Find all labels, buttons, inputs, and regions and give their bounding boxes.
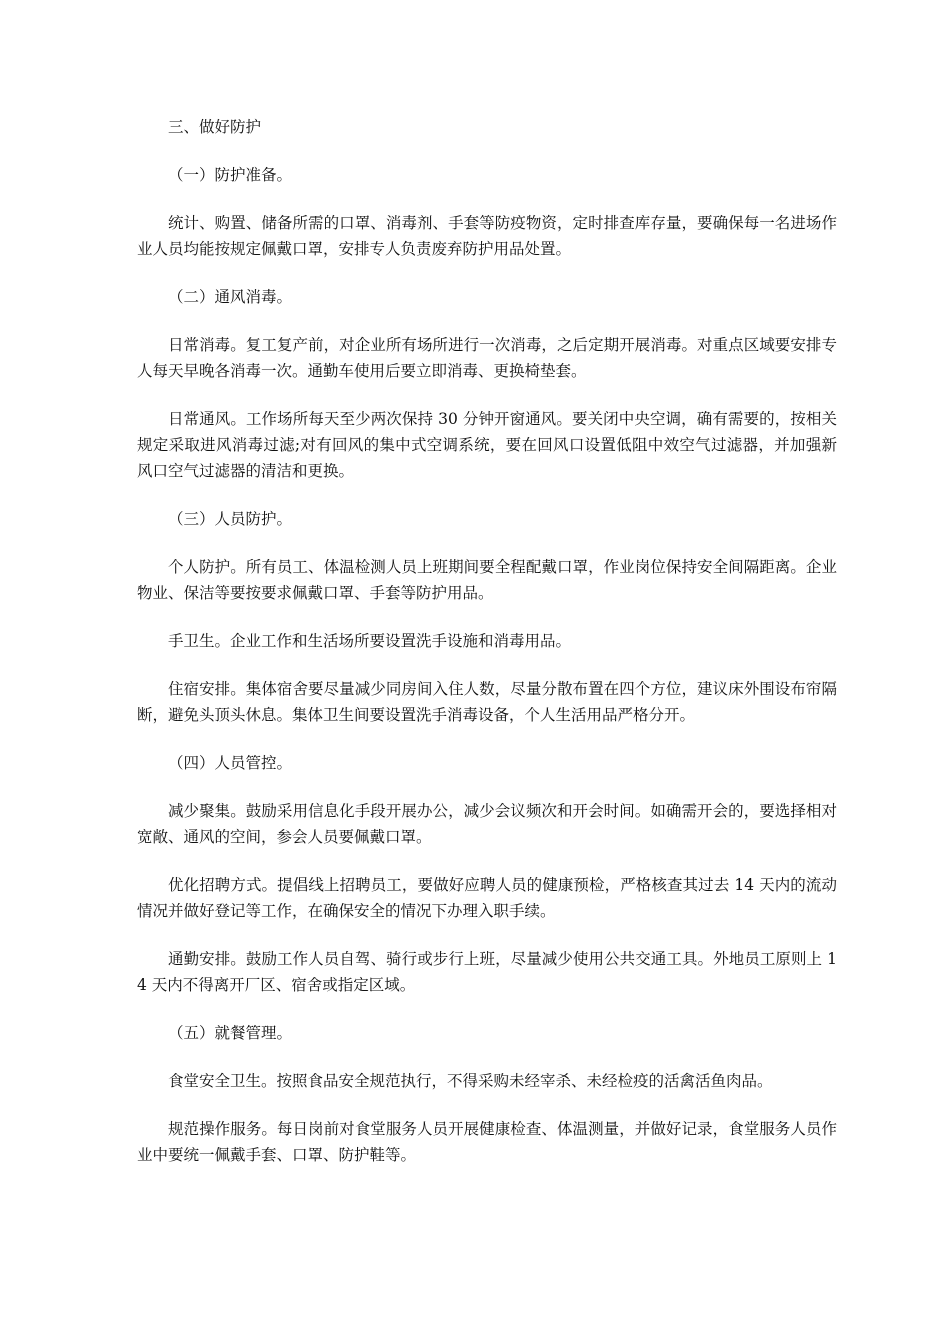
body-paragraph: 规范操作服务。每日岗前对食堂服务人员开展健康检查、体温测量，并做好记录，食堂服务人员作业中要统一佩戴手套、口罩、防护鞋等。 <box>137 1120 837 1164</box>
subsection-heading: （五）就餐管理。 <box>168 1024 293 1042</box>
body-paragraph: 优化招聘方式。提倡线上招聘员工，要做好应聘人员的健康预检，严格核查其过去 14 天内的流动情况并做好登记等工作，在确保安全的情况下办理入职手续。 <box>137 876 837 920</box>
body-paragraph: 减少聚集。鼓励采用信息化手段开展办公，减少会议频次和开会时间。如确需开会的，要选择相对宽敞、通风的空间，参会人员要佩戴口罩。 <box>137 802 837 846</box>
section-heading: 三、做好防护 <box>168 118 262 136</box>
subsection-heading: （二）通风消毒。 <box>168 288 293 306</box>
body-paragraph: 个人防护。所有员工、体温检测人员上班期间要全程配戴口罩，作业岗位保持安全间隔距离。企业物业、保洁等要按要求佩戴口罩、手套等防护用品。 <box>137 558 837 602</box>
body-paragraph: 食堂安全卫生。按照食品安全规范执行，不得采购未经宰杀、未经检疫的活禽活鱼肉品。 <box>168 1072 773 1090</box>
subsection-heading: （三）人员防护。 <box>168 510 293 528</box>
body-paragraph: 日常消毒。复工复产前，对企业所有场所进行一次消毒，之后定期开展消毒。对重点区域要安排专人每天早晚各消毒一次。通勤车使用后要立即消毒、更换椅垫套。 <box>137 336 837 380</box>
body-paragraph: 日常通风。工作场所每天至少两次保持 30 分钟开窗通风。要关闭中央空调，确有需要的，按相关规定采取进风消毒过滤;对有回风的集中式空调系统，要在回风口设置低阻中效空气过滤器，并加强新风口空气过滤器的清洁和更换。 <box>137 410 837 480</box>
body-paragraph: 通勤安排。鼓励工作人员自驾、骑行或步行上班，尽量减少使用公共交通工具。外地员工原则上 14 天内不得离开厂区、宿舍或指定区域。 <box>137 950 837 994</box>
body-paragraph: 住宿安排。集体宿舍要尽量减少同房间入住人数，尽量分散布置在四个方位，建议床外围设布帘隔断，避免头顶头休息。集体卫生间要设置洗手消毒设备，个人生活用品严格分开。 <box>137 680 837 724</box>
document-body <box>137 114 837 1190</box>
subsection-heading: （一）防护准备。 <box>168 166 293 184</box>
body-paragraph: 统计、购置、储备所需的口罩、消毒剂、手套等防疫物资，定时排查库存量，要确保每一名进场作业人员均能按规定佩戴口罩，安排专人负责废弃防护用品处置。 <box>137 214 837 258</box>
body-paragraph: 手卫生。企业工作和生活场所要设置洗手设施和消毒用品。 <box>168 632 572 650</box>
subsection-heading: （四）人员管控。 <box>168 754 293 772</box>
